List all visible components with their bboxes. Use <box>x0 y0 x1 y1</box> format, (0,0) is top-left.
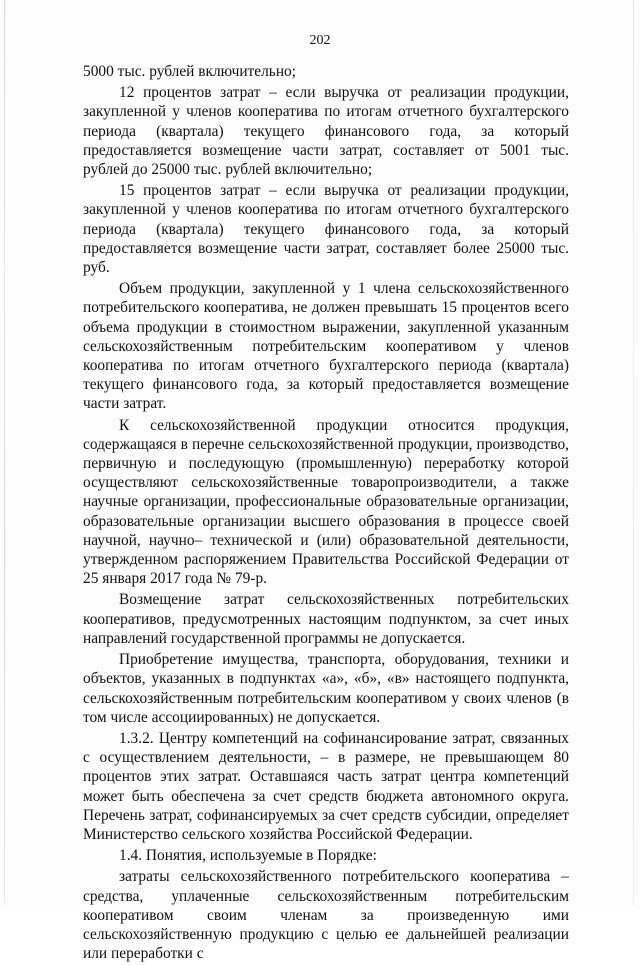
paragraph-1-4: 1.4. Понятия, используемые в Порядке: <box>119 847 377 865</box>
paragraph-property-purchase: Приобретение имущества, транспорта, оборудования, техники и объектов, указанных в подпунктах «а», «б», «в» настоящего подпункта, сельскохозяйственным потребительским кооперативом у своих членов (в том числе ассоциированных) не допускается. <box>83 651 569 726</box>
paragraph-reimbursement: Возмещение затрат сельскохозяйственных потребительских кооперативов, предусмотренных настоящим подпунктом, за счет иных направлений государственной программы не допускается. <box>83 591 569 647</box>
paragraph-definition-costs: затраты сельскохозяйственного потребительского кооператива – средства, уплаченные сельскохозяйственным потребительским кооперативом своим членам за произведенную ими сельскохозяйственную продукцию с целью ее дальнейшей реализации или переработки с <box>83 868 569 963</box>
paragraph-volume-limit: Объем продукции, закупленной у 1 члена сельскохозяйственного потребительского кооператива, не должен превышать 15 процентов всего объема продукции в стоимостном выражении, закупленной указанным сельскохозяйственным потребительским кооперативом у членов кооператива по итогам отчетного бухгалтерского периода (квартала) текущего финансового года, за который предоставляется возмещение части затрат. <box>83 280 569 413</box>
page-left-edge <box>4 0 5 905</box>
page-right-edge <box>633 0 634 905</box>
page-number: 202 <box>309 33 331 48</box>
paragraph-agricultural-products: К сельскохозяйственной продукции относится продукция, содержащаяся в перечне сельскохозяйственной продукции, производство, первичную и последующую (промышленную) переработку которой осуществляют сельскохозяйственные товаропроизводители, а также научные организации, профессиональные образовательные организации, образовательные организации высшего образования в процессе своей научной, научно– технической и (или) образовательной деятельности, утвержденном распоряжением Правительства Российской Федерации от 25 января 2017 года № 79-р. <box>83 416 569 588</box>
document-body <box>83 62 569 965</box>
paragraph-15-percent: 15 процентов затрат – если выручка от реализации продукции, закупленной у членов кооператива по итогам отчетного бухгалтерского периода (квартала) текущего финансового года, за который предоставляется возмещение части затрат, составляет более 25000 тыс. руб. <box>83 182 569 277</box>
paragraph-continuation: 5000 тыс. рублей включительно; <box>83 63 297 80</box>
paragraph-1-3-2: 1.3.2. Центру компетенций на софинансирование затрат, связанных с осуществлением деятельности, – в размере, не превышающем 80 процентов этих затрат. Оставшаяся часть затрат центра компетенций может быть обеспечена за счет средств бюджета автономного округа. Перечень затрат, софинансируемых за счет средств субсидии, определяет Министерство сельского хозяйства Российской Федерации. <box>83 729 569 843</box>
paragraph-12-percent: 12 процентов затрат – если выручка от реализации продукции, закупленной у членов кооператива по итогам отчетного бухгалтерского периода (квартала) текущего финансового года, за который предоставляется возмещение части затрат, составляет от 5001 тыс. рублей до 25000 тыс. рублей включительно; <box>83 84 569 179</box>
